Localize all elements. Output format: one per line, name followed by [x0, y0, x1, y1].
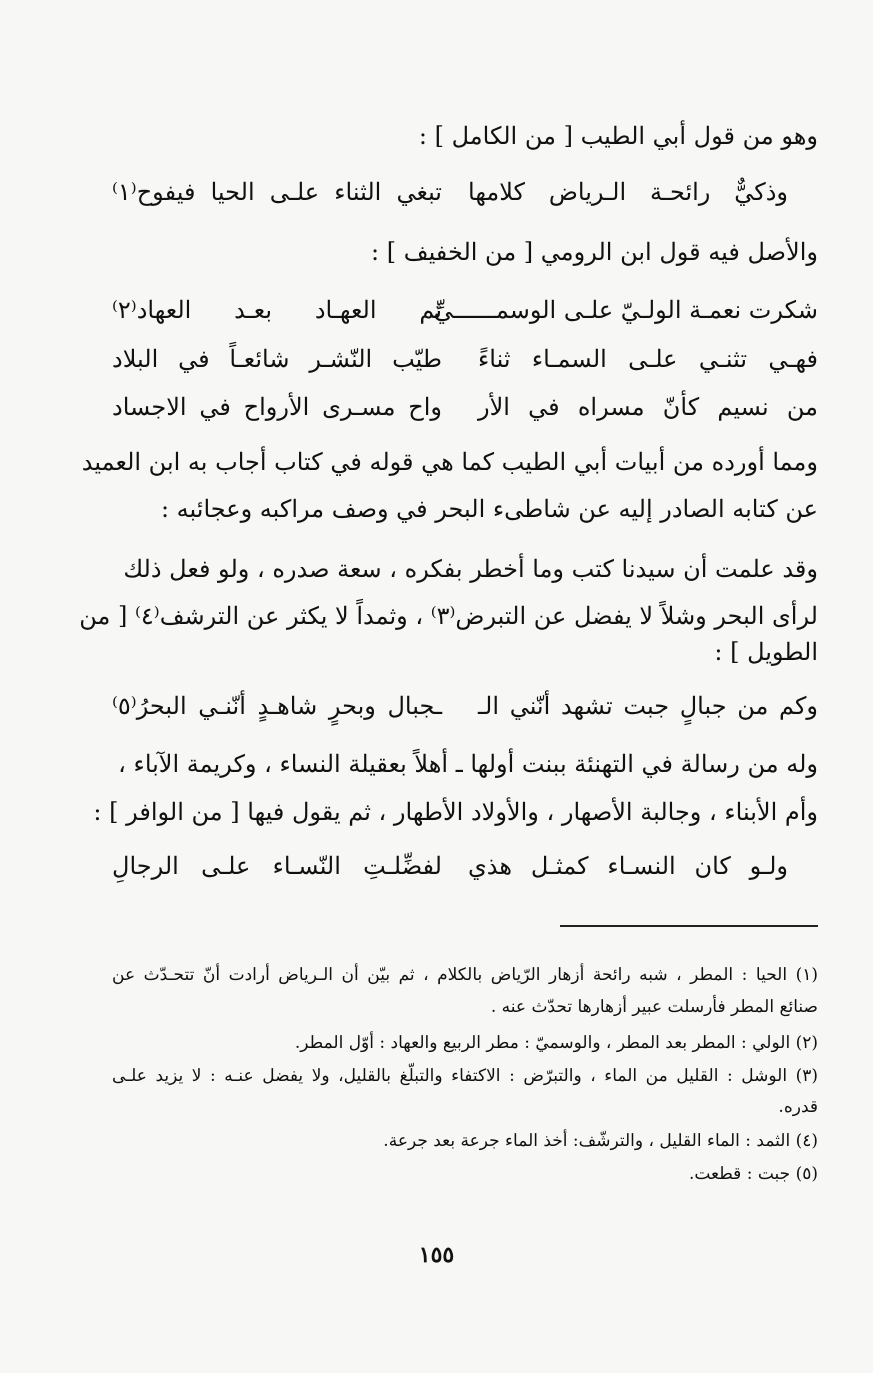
footnote-2: (٢) الولي : المطر بعد المطر ، والوسميّ : مطر الربيع والعهاد : أوّل المطر.	[294, 1033, 818, 1053]
verse-2-first-hemistich: شكرت نعمـة الولـيّ علـى الوسمــــــيِّ	[433, 296, 818, 324]
verse-4	[112, 393, 818, 443]
verse-3-second-hemistich: طيّب النّشـر شائعـاً في البلاد	[112, 345, 442, 373]
paragraph-ibn-amid-line-2: عن كتابه الصادر إليه عن شاطىء البحر في وصف مراكبه وعجائبه :	[160, 495, 818, 523]
verse-1-second-hemistich: تبغي الثناء علـى الحيا فيفوح⁽١⁾	[112, 178, 442, 206]
intro-line-khafif: والأصل فيه قول ابن الرومي [ من الخفيف ] :	[371, 238, 818, 266]
paragraph-ibn-amid-line-1: ومما أورده من أبيات أبي الطيب كما هي قوله في كتاب أجاب به ابن العميد	[81, 448, 818, 476]
verse-2	[112, 296, 818, 346]
footnote-4: (٤) الثمد : الماء القليل ، والترشّف: أخذ الماء جرعة بعد جرعة.	[383, 1131, 818, 1151]
footnote-3-line-1: (٣) الوشل : القليل من الماء ، والتبرّض : الاكتفاء والتبلّغ بالقليل، ولا يفضل عنـه : لا يزيد علـى	[112, 1066, 818, 1086]
paragraph-sea-line-1: وقد علمت أن سيدنا كتب وما أخطر بفكره ، سعة صدره ، ولو فعل ذلك	[123, 555, 818, 583]
footnote-1-line-2: صنائع المطر فأرسلت عبير أزهارها تحدّث عنه .	[490, 997, 818, 1017]
paragraph-congrats-line-2: وأم الأبناء ، وجالبة الأصهار ، والأولاد الأطهار ، ثم يقول فيها [ من الوافر ] :	[93, 798, 818, 826]
footnote-1-line-1: (١) الحيا : المطر ، شبه رائحة أزهار الرّياض بالكلام ، ثم بيّن أن الـرياض أرادت أنّ تتحـدّث عن	[112, 965, 818, 985]
verse-4-first-hemistich: من نسيم كأنّ مسراه في الأر	[478, 393, 818, 421]
verse-4-second-hemistich: واح مسـرى الأرواح في الاجساد	[112, 393, 442, 421]
verse-1	[112, 178, 818, 228]
verse-1-first-hemistich: وذكيٌّ رائحـة الـرياض كلامها	[468, 178, 788, 206]
verse-2-second-hemistich: ثم العهـاد بعـد العهاد⁽٢⁾	[112, 296, 442, 324]
paragraph-sea-line-3: الطويل ] :	[714, 638, 818, 666]
verse-5-second-hemistich: ـجبال وبحرٍ شاهـدٍ أنّنـي البحرُ⁽٥⁾	[112, 692, 442, 720]
paragraph-sea-line-2: لرأى البحر وشلاً لا يفضل عن التبرض⁽٣⁾ ، وثمداً لا يكثر عن الترشف⁽٤⁾ [ من	[79, 602, 818, 630]
verse-5-first-hemistich: وكم من جبالٍ جبت تشهد أنّني الـ	[478, 692, 818, 720]
footnote-5: (٥) جبت : قطعت.	[688, 1164, 818, 1184]
verse-3	[112, 345, 818, 395]
verse-3-first-hemistich: فهـي تثنـي علـى السمـاء ثناءً	[478, 345, 818, 373]
verse-6	[112, 852, 818, 902]
footnote-separator	[560, 925, 818, 927]
paragraph-congrats-line-1: وله من رسالة في التهنئة ببنت أولها ـ أهلاً بعقيلة النساء ، وكريمة الآباء ،	[118, 750, 818, 778]
verse-5	[112, 692, 818, 742]
page-number: ١٥٥	[418, 1242, 455, 1268]
verse-6-second-hemistich: لفضِّلـتِ النّسـاء علـى الرجالِ	[112, 852, 442, 880]
intro-line-kamil: وهو من قول أبي الطيب [ من الكامل ] :	[418, 122, 818, 150]
verse-6-first-hemistich: ولـو كان النسـاء كمثـل هذي	[468, 852, 788, 880]
footnote-3-line-2: قدره.	[778, 1097, 818, 1117]
